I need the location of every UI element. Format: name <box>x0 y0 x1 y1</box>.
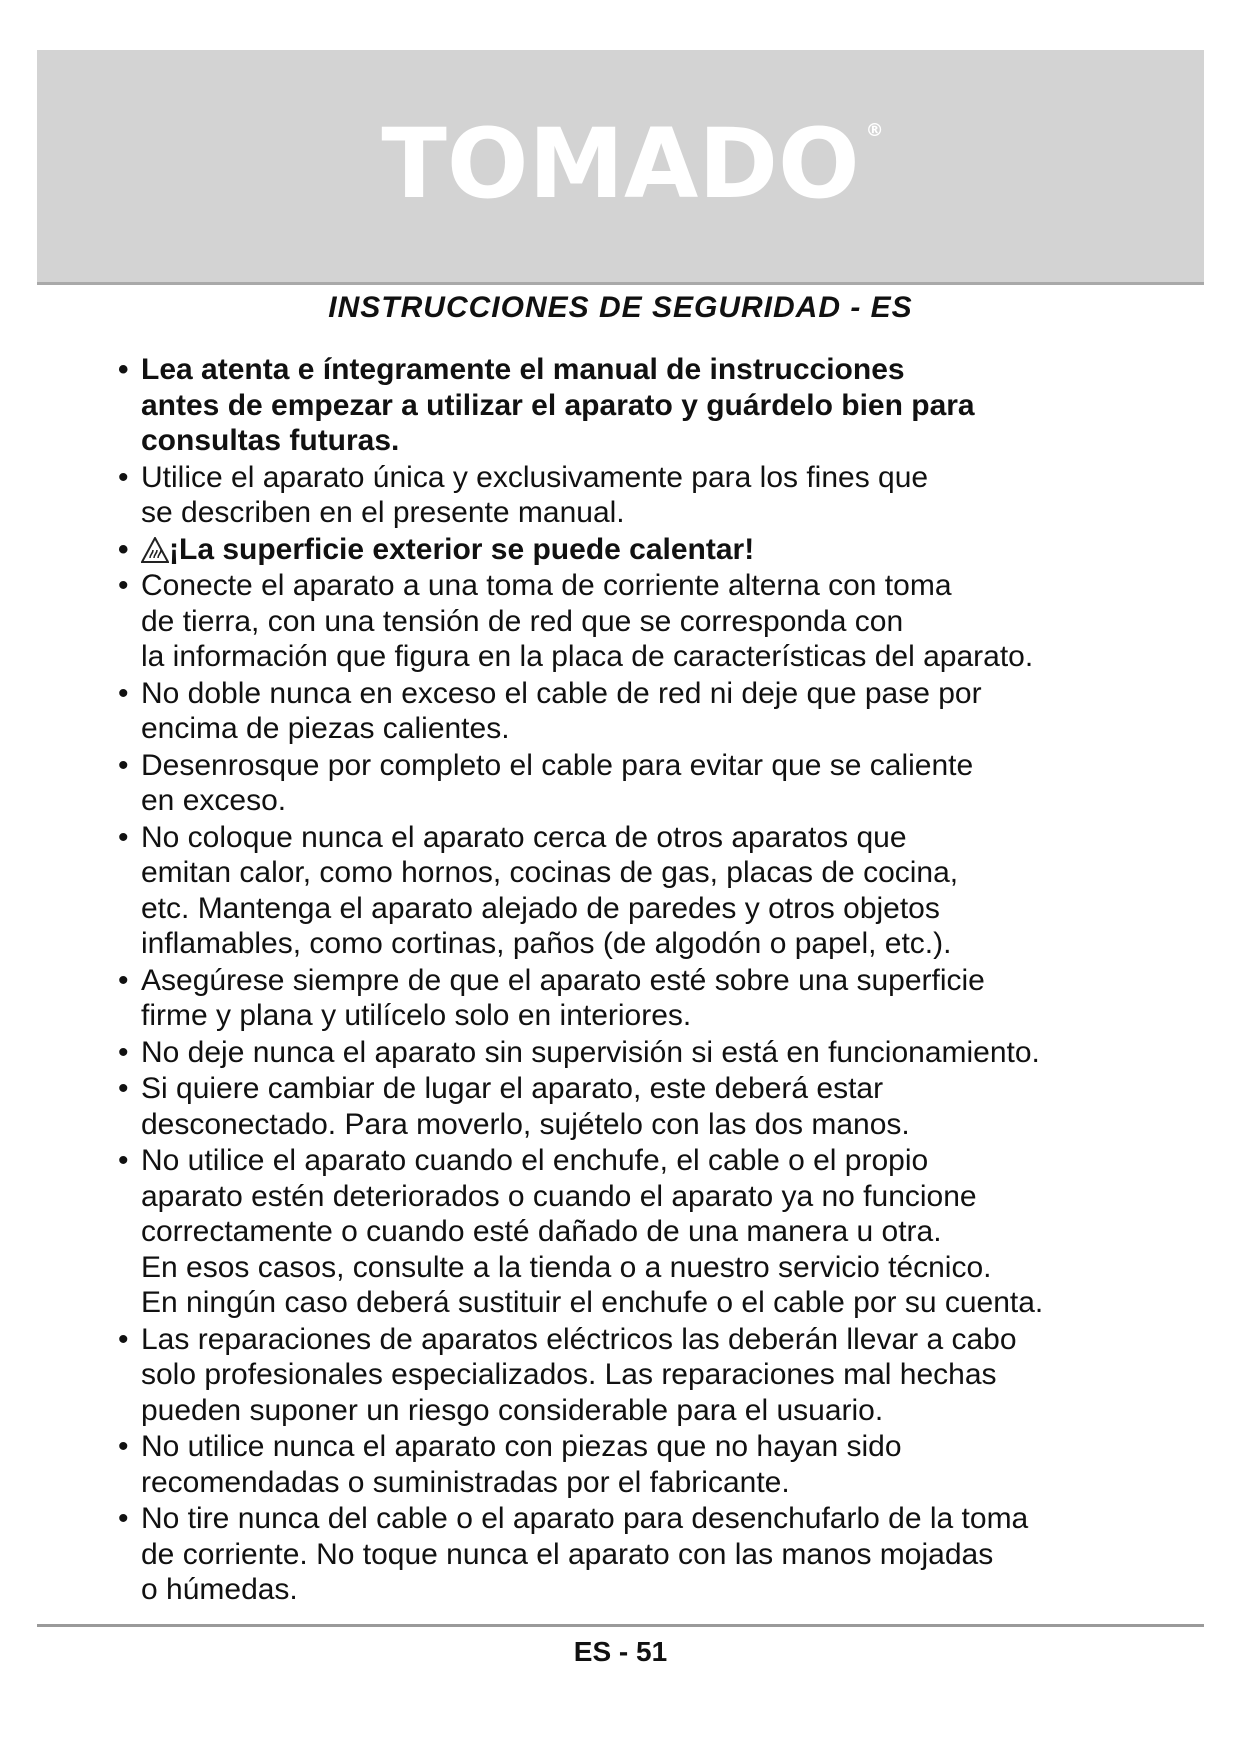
line: firme y plana y utilícelo solo en interiores. <box>141 999 692 1032</box>
line: Las reparaciones de aparatos eléctricos las deberán llevar a cabo <box>141 1322 1017 1356</box>
line-with-warning <box>141 532 1198 568</box>
list-item <box>118 352 1198 459</box>
line: en exceso. <box>141 784 287 817</box>
line: se describen en el presente manual. <box>141 496 625 529</box>
bullet: • <box>118 1430 129 1463</box>
line: En ningún caso deberá sustituir el enchufe o el cable por su cuenta. <box>141 1286 1044 1319</box>
footer-divider <box>37 1624 1204 1627</box>
line: No utilice nunca el aparato con piezas que no hayan sido <box>141 1430 902 1463</box>
list-item <box>118 963 1198 1034</box>
bullet: • <box>118 676 129 710</box>
line: Utilice el aparato única y exclusivamente para los fines que <box>141 460 929 494</box>
line: pueden suponer un riesgo considerable para el usuario. <box>141 1393 884 1427</box>
list-item <box>118 748 1198 819</box>
line: antes de empezar a utilizar el aparato y guárdelo bien para <box>141 388 975 422</box>
list-item <box>118 1035 1198 1071</box>
list-item <box>118 820 1198 962</box>
line: inflamables, como cortinas, paños (de algodón o papel, etc.). <box>141 927 952 960</box>
bullet: • <box>118 1144 129 1177</box>
list-item <box>118 676 1198 747</box>
line: solo profesionales especializados. Las reparaciones mal hechas <box>141 1358 997 1391</box>
line: Lea atenta e íntegramente el manual de instrucciones <box>141 353 905 386</box>
line: consultas futuras. <box>141 424 400 457</box>
line: Conecte el aparato a una toma de corriente alterna con toma <box>141 569 952 602</box>
brand-logo <box>37 50 1204 282</box>
bullet: • <box>118 353 129 386</box>
list-item <box>118 1143 1198 1321</box>
line: la información que figura en la placa de características del aparato. <box>141 640 1034 673</box>
bullet: • <box>118 748 129 782</box>
header-band <box>37 50 1204 285</box>
warning-hot-surface-icon <box>141 537 169 563</box>
line: o húmedas. <box>141 1573 298 1606</box>
registered-mark: ® <box>865 120 884 141</box>
list-item <box>118 1501 1198 1608</box>
line: correctamente o cuando esté dañado de una manera u otra. <box>141 1215 942 1248</box>
line: Desenrosque por completo el cable para evitar que se caliente <box>141 748 974 782</box>
line: No coloque nunca el aparato cerca de otros aparatos que <box>141 820 907 854</box>
line: recomendadas o suministradas por el fabricante. <box>141 1465 790 1499</box>
safety-instructions-list <box>118 352 1198 1609</box>
line: etc. Mantenga el aparato alejado de paredes y otros objetos <box>141 891 940 925</box>
line: No doble nunca en exceso el cable de red ni deje que pase por <box>141 676 982 710</box>
page-number: ES - 51 <box>573 1636 668 1667</box>
line: Si quiere cambiar de lugar el aparato, este deberá estar <box>141 1072 884 1105</box>
list-item <box>118 568 1198 675</box>
list-item <box>118 1429 1198 1500</box>
line: No utilice el aparato cuando el enchufe, el cable o el propio <box>141 1144 929 1177</box>
list-item <box>118 532 1198 568</box>
bullet: • <box>118 1035 129 1069</box>
bullet: • <box>118 569 129 602</box>
bullet: • <box>118 1072 129 1105</box>
bullet: • <box>118 1502 129 1535</box>
bullet: • <box>118 532 129 566</box>
list-item <box>118 1071 1198 1142</box>
line: aparato estén deteriorados o cuando el aparato ya no funcione <box>141 1179 977 1213</box>
page-title: INSTRUCCIONES DE SEGURIDAD - ES <box>328 291 913 324</box>
line: emitan calor, como hornos, cocinas de gas, placas de cocina, <box>141 856 959 889</box>
bullet: • <box>118 963 129 997</box>
line: ¡La superficie exterior se puede calentar! <box>169 532 755 566</box>
brand-name <box>381 108 884 220</box>
line: encima de piezas calientes. <box>141 712 510 745</box>
line: No deje nunca el aparato sin supervisión si está en funcionamiento. <box>141 1035 1040 1069</box>
list-item <box>118 460 1198 531</box>
brand-text: TOMADO <box>381 108 860 220</box>
line: de tierra, con una tensión de red que se corresponda con <box>141 604 904 638</box>
line: desconectado. Para moverlo, sujételo con las dos manos. <box>141 1107 910 1141</box>
bullet: • <box>118 460 129 494</box>
line: No tire nunca del cable o el aparato para desenchufarlo de la toma <box>141 1502 1029 1535</box>
bullet: • <box>118 820 129 854</box>
line: Asegúrese siempre de que el aparato esté sobre una superficie <box>141 963 985 997</box>
list-item <box>118 1322 1198 1429</box>
line: de corriente. No toque nunca el aparato con las manos mojadas <box>141 1537 994 1571</box>
bullet: • <box>118 1322 129 1356</box>
line: En esos casos, consulte a la tienda o a nuestro servicio técnico. <box>141 1250 992 1284</box>
